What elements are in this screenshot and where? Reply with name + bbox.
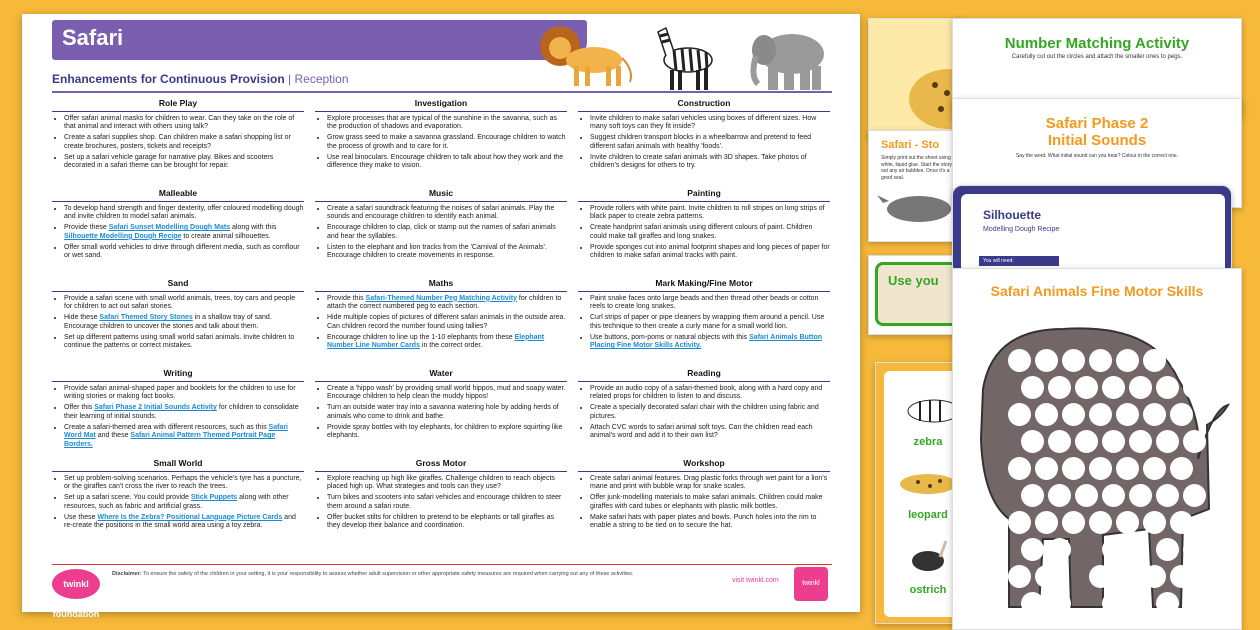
dot-circle <box>1021 592 1044 615</box>
dot-circle <box>1116 511 1139 534</box>
section-title: Small World <box>52 458 304 472</box>
section-title: Role Play <box>52 98 304 112</box>
section-title: Reading <box>578 368 830 382</box>
dot-circle <box>1170 403 1193 426</box>
dot-circle <box>1075 484 1098 507</box>
list-item: • Hide multiple copies of pictures of different safari animals in the outside area. Can children record the number found using tallies? <box>327 314 567 332</box>
dot-circle <box>1156 376 1179 399</box>
dot-circle <box>1143 349 1166 372</box>
title-banner <box>52 20 587 60</box>
resource-link[interactable]: Safari Word Mat <box>64 423 288 440</box>
section-list <box>315 115 567 172</box>
list-item: • Make safari hats with paper plates and bowls. Punch holes into the rim to enable a string to be tied on to secure the hat. <box>590 514 830 532</box>
dot-circle <box>1156 538 1179 561</box>
section-mark-making-fine-motor <box>578 278 830 353</box>
section-music <box>315 188 567 263</box>
section-list <box>578 475 830 532</box>
resource-link[interactable]: Silhouette Modelling Dough Recipe <box>64 232 182 240</box>
section-title: Music <box>315 188 567 202</box>
list-item: • Provide safari animal-shaped paper and booklets for the children to use for writing stories or making fact books. <box>64 385 304 403</box>
section-investigation <box>315 98 567 173</box>
lion-illustration <box>532 20 637 90</box>
dot-circle <box>1062 511 1085 534</box>
list-item: • Attach CVC words to safari animal soft toys. Can the children read each animal's word and add it to their own list? <box>590 424 830 442</box>
dot-circle <box>1116 457 1139 480</box>
section-list <box>578 205 830 262</box>
section-writing <box>52 368 304 452</box>
dot-circle <box>1021 484 1044 507</box>
disclaimer: Disclaimer: To ensure the safety of the children in your setting, it is your responsibility to assess whether adult supervision or other appropriate safety measures are required when carrying out any of these activities. <box>112 571 634 577</box>
section-small-world <box>52 458 304 533</box>
dot-circle <box>1143 565 1166 588</box>
dot-circle <box>1008 349 1031 372</box>
dot-circle <box>1183 592 1206 615</box>
dot-circle <box>1102 430 1125 453</box>
list-item: • Listen to the elephant and lion tracks from the 'Carnival of the Animals'. Encourage children to create movements in response. <box>327 244 567 262</box>
list-item: • Provide rollers with white paint. Invite children to roll stripes on long strips of black paper to create zebra patterns. <box>590 205 830 223</box>
dot-circle <box>1143 457 1166 480</box>
list-item: • Create a specially decorated safari chair with the children using fabric and pictures. <box>590 404 830 422</box>
dot-circle <box>1035 349 1058 372</box>
dot-circle <box>1048 430 1071 453</box>
list-item: • Set up a safari scene. You could provide Stick Puppets along with other resources, such as fabric and artificial grass. <box>64 494 304 512</box>
dot-circle <box>1116 349 1139 372</box>
list-item: • Create handprint safari animals using different colours of paint. Children could make tall giraffes and long snakes. <box>590 224 830 242</box>
dot-circle <box>1008 511 1031 534</box>
section-list <box>52 295 304 352</box>
resource-link[interactable]: Elephant Number Line Number Cards <box>327 333 545 350</box>
dot-circle <box>1102 376 1125 399</box>
list-item: • Set up a safari vehicle garage for narrative play. Bikes and scooters decorated in a safari theme can be brought for repair. <box>64 154 304 172</box>
dot-circle <box>1008 403 1031 426</box>
dot-circle <box>1183 430 1206 453</box>
dot-circle <box>1170 457 1193 480</box>
list-item: • Encourage children to line up the 1-10 elephants from these Elephant Number Line Number Cards in the correct order. <box>327 334 567 352</box>
list-item: • Set up problem-solving scenarios. Perhaps the vehicle's tyre has a puncture, or the giraffes can't cross the river to reach the trees. <box>64 475 304 493</box>
list-item: • Provide an audio copy of a safari-themed book, along with a hard copy and related props for children to listen to and discuss. <box>590 385 830 403</box>
dot-circle <box>1183 538 1206 561</box>
dot-circle <box>1008 565 1031 588</box>
dot-circle <box>1183 376 1206 399</box>
page-subtitle: Enhancements for Continuous Provision | Reception <box>52 72 349 86</box>
list-item: • Offer this Safari Phase 2 Initial Sounds Activity for children to consolidate their learning of initial sounds. <box>64 404 304 422</box>
list-item: • Provide this Safari-Themed Number Peg Matching Activity for children to attach the correct numbered peg to each section. <box>327 295 567 313</box>
list-item: • Explore reaching up high like giraffes. Challenge children to reach objects placed high up. What strategies and tools can they use? <box>327 475 567 493</box>
dot-circle <box>1116 403 1139 426</box>
dot-circle <box>1062 349 1085 372</box>
dot-circle <box>1102 592 1125 615</box>
list-item: • Explore processes that are typical of the sunshine in the savanna, such as the production of shadows and evaporation. <box>327 115 567 133</box>
list-item: • Create a safari-themed area with different resources, such as this Safari Word Mat and these Safari Animal Pattern Themed Portrait Page Borders. <box>64 424 304 450</box>
main-document <box>22 14 860 619</box>
list-item: • Encourage children to clap, click or stamp out the names of safari animals and hear the syllables. <box>327 224 567 242</box>
dot-circle <box>1035 511 1058 534</box>
list-item: • Curl strips of paper or pipe cleaners by wrapping them around a pencil. Use this technique to then create a curly mane for a small world lion. <box>590 314 830 332</box>
section-painting <box>578 188 830 263</box>
section-title: Construction <box>578 98 830 112</box>
section-title: Workshop <box>578 458 830 472</box>
dot-circle <box>1021 538 1044 561</box>
section-sand <box>52 278 304 353</box>
resource-link[interactable]: Safari-Themed Number Peg Matching Activity <box>365 294 517 302</box>
header-rule <box>52 91 832 93</box>
footer-url[interactable]: visit twinkl.com <box>732 577 779 584</box>
list-item: • Invite children to make safari vehicles using boxes of different sizes. How many soft toys can they fit inside? <box>590 115 830 133</box>
dot-circle <box>1143 511 1166 534</box>
dot-circle <box>1089 511 1112 534</box>
list-item: • Provide these Safari Sunset Modelling Dough Mats along with this Silhouette Modelling Dough Recipe to create animal silhouettes. <box>64 224 304 242</box>
resource-link[interactable]: Safari Themed Story Stones <box>99 314 193 322</box>
section-list <box>52 205 304 262</box>
list-item: • Create a safari supplies shop. Can children make a safari shopping list or create brochures, posters, tickets and receipts? <box>64 134 304 152</box>
section-workshop <box>578 458 830 533</box>
dot-circle <box>1089 565 1112 588</box>
dot-circle <box>1170 349 1193 372</box>
list-item: • Use these Where Is the Zebra? Positional Language Picture Cards and re-create the positions in the small world area using a toy zebra. <box>64 514 304 532</box>
zebra-illustration <box>644 20 724 92</box>
dot-circle <box>1183 484 1206 507</box>
section-water <box>315 368 567 443</box>
section-list <box>315 475 567 532</box>
section-list <box>578 295 830 352</box>
section-list <box>52 115 304 172</box>
dot-circle <box>1156 484 1179 507</box>
dot-circle <box>1035 403 1058 426</box>
dot-circle <box>1021 376 1044 399</box>
section-list <box>315 295 567 352</box>
word-mat-card: zebra leopard ostrich <box>875 362 975 624</box>
dot-circle <box>1062 403 1085 426</box>
resource-link[interactable]: Safari Animals Button Placing Fine Motor Skills Activity. <box>590 333 823 350</box>
dot-circle <box>1075 376 1098 399</box>
list-item: • Hide these Safari Themed Story Stones in a shallow tray of sand. Encourage children to uncover the stones and talk about them. <box>64 314 304 332</box>
section-title: Sand <box>52 278 304 292</box>
section-reading <box>578 368 830 443</box>
list-item: • Offer small world vehicles to drive through different media, such as cornflour or wet sand. <box>64 244 304 262</box>
list-item: • To develop hand strength and finger dexterity, offer coloured modelling dough and invite children to model safari animals. <box>64 205 304 223</box>
section-title: Investigation <box>315 98 567 112</box>
list-item: • Paint snake faces onto large beads and then thread other beads or cotton reels to create long snakes. <box>590 295 830 313</box>
section-title: Mark Making/Fine Motor <box>578 278 830 292</box>
story-stones-card: Safari - Sto Simply print out the sheet using white, liquid glue. Start the story out any air bubbles. Once it's a good seal. <box>868 130 968 242</box>
section-title: Writing <box>52 368 304 382</box>
section-list <box>52 475 304 532</box>
dot-circle <box>1089 349 1112 372</box>
dot-circle <box>1129 376 1152 399</box>
number-matching-card: Number Matching Activity Carefully cut out the circles and attach the smaller ones to pegs. <box>952 18 1242 118</box>
list-item: • Provide spray bottles with toy elephants, for children to explore squirting like elephants. <box>327 424 567 442</box>
list-item: • Provide a safari scene with small world animals, trees, toy cars and people for children to act out safari stories. <box>64 295 304 313</box>
list-item: • Use buttons, pom-poms or natural objects with this Safari Animals Button Placing Fine Motor Skills Activity. <box>590 334 830 352</box>
section-list <box>315 385 567 442</box>
list-item: • Provide sponges cut into animal footprint shapes and long pieces of paper for children to make safari animal tracks with paint. <box>590 244 830 262</box>
section-role-play <box>52 98 304 173</box>
dot-circle <box>1129 484 1152 507</box>
dot-circle <box>1170 511 1193 534</box>
dot-circle <box>1035 565 1058 588</box>
dot-circle <box>1156 592 1179 615</box>
dot-circle <box>1075 430 1098 453</box>
twinkl-foundation-logo: twinkl foundation <box>52 569 100 599</box>
resource-link[interactable]: Where Is the Zebra? Positional Language Picture Cards <box>97 513 283 521</box>
section-title: Water <box>315 368 567 382</box>
phase2-sounds-card: Safari Phase 2 Initial Sounds Say the word. What initial sound can you hear? Colour in the correct one. <box>952 98 1242 208</box>
section-list <box>578 385 830 442</box>
list-item: • Suggest children transport blocks in a wheelbarrow and pretend to feed different safari animals with healthy 'foods'. <box>590 134 830 152</box>
dot-circle <box>1048 592 1071 615</box>
list-item: • Offer junk-modelling materials to make safari animals. Children could make giraffes with card tubes or elephants with plastic milk bottles. <box>590 494 830 512</box>
section-construction <box>578 98 830 173</box>
dot-circle <box>1089 403 1112 426</box>
dot-circle <box>1170 565 1193 588</box>
section-malleable <box>52 188 304 263</box>
list-item: • Offer bucket stilts for children to pretend to be elephants or tall giraffes as they develop their balance and coordination. <box>327 514 567 532</box>
resource-link[interactable]: Safari Sunset Modelling Dough Mats <box>108 224 231 232</box>
resource-link[interactable]: Safari Phase 2 Initial Sounds Activity <box>94 404 217 412</box>
section-title: Maths <box>315 278 567 292</box>
list-item: • Create a 'hippo wash' by providing small world hippos, mud and soapy water. Encourage children to help clean the muddy hippos! <box>327 385 567 403</box>
dot-circle <box>1102 484 1125 507</box>
footer <box>52 564 832 619</box>
silhouette-card: Silhouette Modelling Dough Recipe You will need: <box>952 185 1232 275</box>
elephant-illustration <box>742 20 832 92</box>
use-your-card: Use you <box>868 255 968 335</box>
list-item: • Offer safari animal masks for children to wear. Can they take on the role of that animal and interact with others using talk? <box>64 115 304 133</box>
list-item: • Turn an outside water tray into a savanna watering hole by adding herds of animals who come to drink and bathe. <box>327 404 567 422</box>
list-item: • Invite children to create safari animals with 3D shapes. Take photos of children's designs for others to try. <box>590 154 830 172</box>
list-item: • Set up different patterns using small world safari animals. Invite children to continue the patterns or correct mistakes. <box>64 334 304 352</box>
resource-link[interactable]: Safari Animal Pattern Themed Portrait Page Borders. <box>64 432 276 449</box>
dot-circle <box>1048 484 1071 507</box>
list-item: • Create a safari soundtrack featuring the noises of safari animals. Play the sounds and encourage children to identify each animal. <box>327 205 567 223</box>
dot-circle <box>1156 430 1179 453</box>
section-gross-motor <box>315 458 567 533</box>
dot-circle <box>1035 457 1058 480</box>
section-title: Gross Motor <box>315 458 567 472</box>
list-item: • Create safari animal features. Drag plastic forks through wet paint for a lion's mane and print with bubble wrap for snake scales. <box>590 475 830 493</box>
dot-circle <box>1089 457 1112 480</box>
page-title: Safari <box>62 25 124 50</box>
fine-motor-card: Safari Animals Fine Motor Skills <box>952 268 1242 630</box>
section-title: Painting <box>578 188 830 202</box>
dot-circle <box>1129 430 1152 453</box>
section-list <box>315 205 567 262</box>
dot-circle <box>1048 376 1071 399</box>
twinkl-badge: twinkl <box>794 567 828 601</box>
list-item: • Grow grass seed to make a savanna grassland. Encourage children to watch the process of growth and to care for it. <box>327 134 567 152</box>
dot-circle <box>1048 538 1071 561</box>
list-item: • Use real binoculars. Encourage children to talk about how they work and the difference they make to vision. <box>327 154 567 172</box>
dot-circle <box>1062 457 1085 480</box>
dot-circle <box>1008 457 1031 480</box>
list-item: • Turn bikes and scooters into safari vehicles and encourage children to steer them around a safari route. <box>327 494 567 512</box>
dot-circle <box>1143 403 1166 426</box>
section-maths <box>315 278 567 353</box>
section-title: Malleable <box>52 188 304 202</box>
section-list <box>578 115 830 172</box>
resource-link[interactable]: Stick Puppets <box>190 494 238 502</box>
dot-circle <box>1021 430 1044 453</box>
dot-circle <box>1102 538 1125 561</box>
section-list <box>52 385 304 450</box>
